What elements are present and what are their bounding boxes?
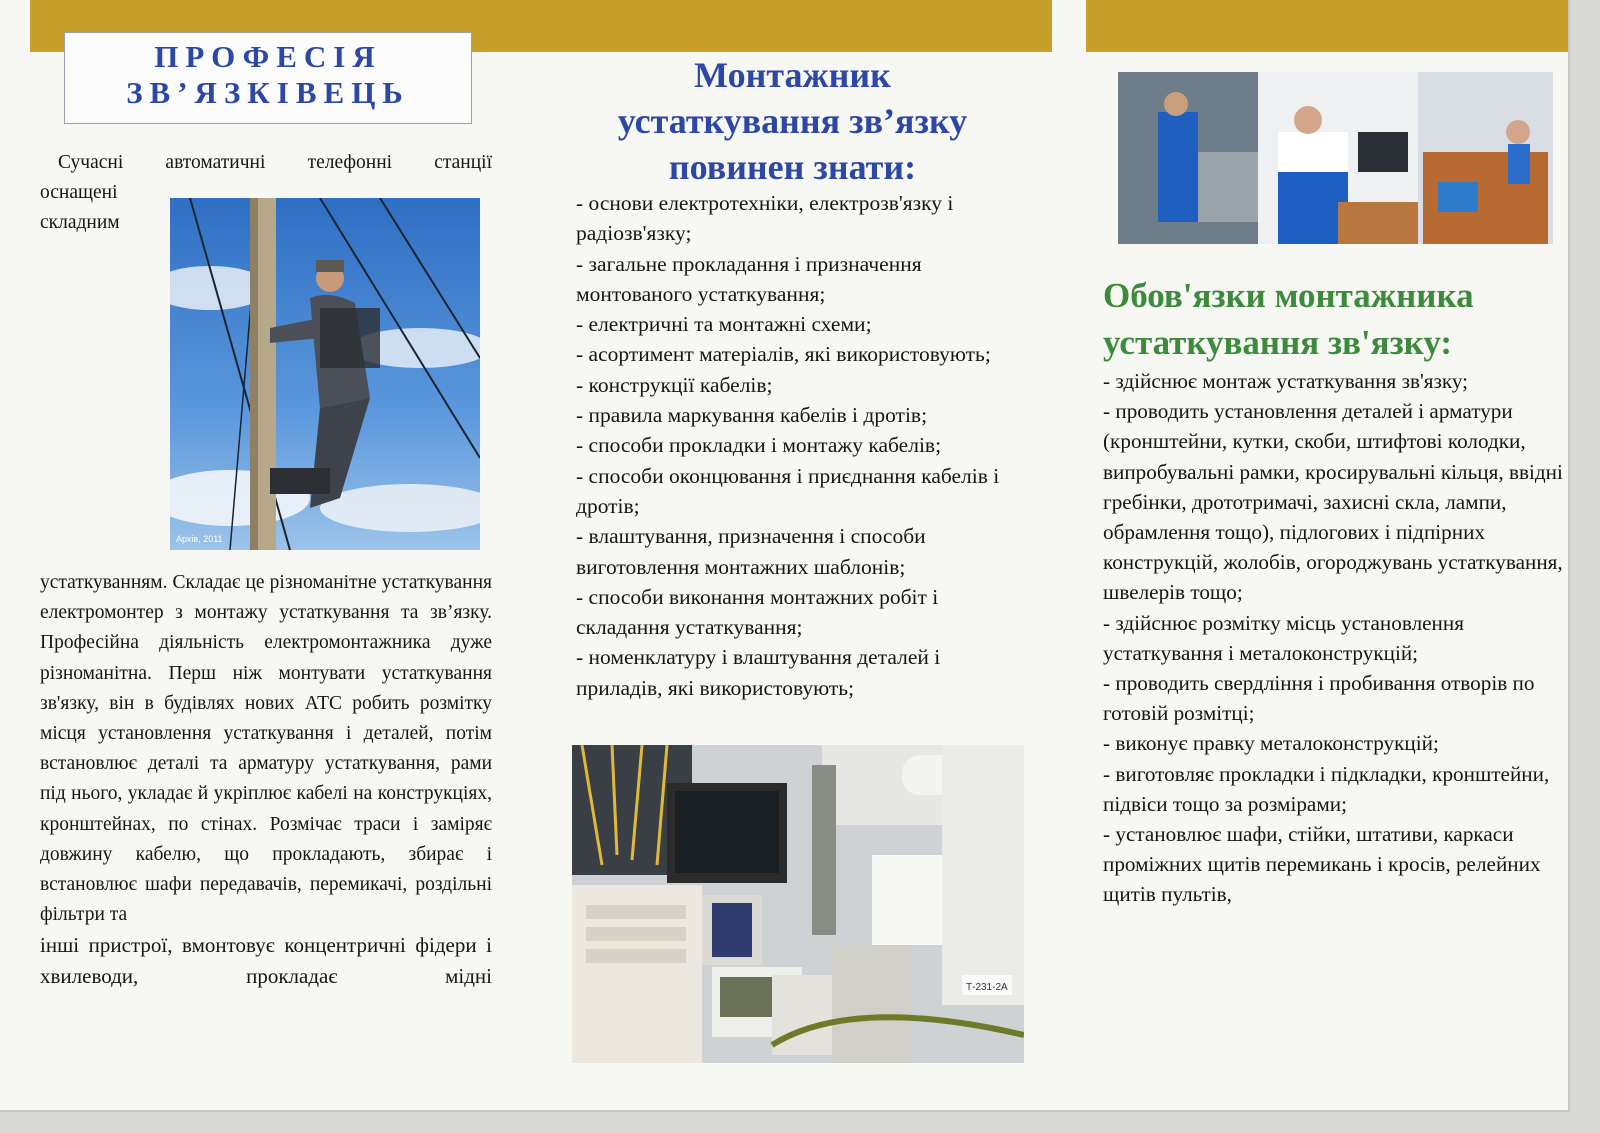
equipment-room-photo <box>572 745 1024 1063</box>
must-know-list <box>576 188 1032 703</box>
list-item: - основи електротехніки, електрозв'язку і радіозв'язку; <box>576 191 954 246</box>
duties-list <box>1103 366 1563 910</box>
list-item: - правила маркування кабелів і дротів; <box>576 403 928 428</box>
profession-title-box <box>64 32 472 124</box>
list-item: - здійснює розмітку місць установлення устаткування і металоконструкцій; <box>1103 610 1464 665</box>
list-item: - способи оконцювання і приєднання кабелів і дротів; <box>576 463 1000 518</box>
list-item: - проводить свердління і пробивання отворів по готовій розмітці; <box>1103 671 1535 726</box>
duties-title-line1: Обов'язки монтажника <box>1103 276 1474 315</box>
duties-title-line2: устаткування зв'язку: <box>1103 323 1453 362</box>
list-item: - проводить установлення деталей і арматури (кронштейни, кутки, скоби, штифтові колодки, випробувальні рамки, кросирувальні кільця, ввідні гребінки, дрототримачі, захисні скла, лампи, обрамлення тощо), підлогових і підпірних конструкцій, жолобів, огороджувань устаткування, швелерів тощо; <box>1103 399 1563 605</box>
svg-text:Архів, 2011: Архів, 2011 <box>176 534 223 544</box>
list-item: - способи прокладки і монтажу кабелів; <box>576 433 942 458</box>
svg-text:Т-231-2А: Т-231-2А <box>966 982 1008 993</box>
list-item: - влаштування, призначення і способи виготовлення монтажних шаблонів; <box>576 524 926 579</box>
intro-line1: Сучасні автоматичні телефонні станції <box>58 152 492 173</box>
office-collage-photo <box>1118 72 1553 244</box>
duties-title <box>1103 272 1563 366</box>
list-item: - виконує правку металоконструкцій; <box>1103 731 1439 756</box>
left-body-tail: інші пристрої, вмонтовує концентричні фідери і хвилеводи, прокладає мідні <box>40 933 492 988</box>
list-item: - електричні та монтажні схеми; <box>576 312 872 337</box>
must-know-title-line1: Монтажник <box>694 55 891 95</box>
profession-title-line1: ПРОФЕСІЯ <box>154 39 382 74</box>
list-item: - установлює шафи, стійки, штативи, каркаси проміжних щитів перемикань і кросів, релейних щитів пультів, <box>1103 822 1541 907</box>
list-item: - виготовляє прокладки і підкладки, кронштейни, підвіси тощо за розмірами; <box>1103 761 1550 816</box>
profession-title-line2: ЗВ’ЯЗКІВЕЦЬ <box>126 75 410 110</box>
left-body-text <box>40 568 492 991</box>
lineman-photo <box>170 198 480 550</box>
must-know-title-line3: повинен знати: <box>668 147 917 187</box>
list-item: - загальне прокладання і призначення монтованого устаткування; <box>576 251 922 306</box>
intro-line3: складним <box>40 212 120 234</box>
must-know-title <box>560 52 1025 190</box>
top-color-band-right <box>1086 0 1568 52</box>
list-item: - конструкції кабелів; <box>576 372 773 397</box>
list-item: - номенклатуру і влаштування деталей і приладів, які використовують; <box>576 645 941 700</box>
must-know-title-line2: устаткування зв’язку <box>617 101 968 141</box>
list-item: - здійснює монтаж устаткування зв'язку; <box>1103 369 1469 393</box>
intro-line2: оснащені <box>40 182 118 204</box>
list-item: - асортимент матеріалів, які використовують; <box>576 342 991 367</box>
left-body-paragraph: устаткуванням. Складає це різноманітне устаткування електромонтер з монтажу устаткування та зв’язку. Професійна діяльність електромонтажника дуже різноманітна. Перш ніж монтувати устаткування зв'язку, він в будівлях нових АТС робить розмітку місця установлення устаткування і деталей, потім встановлює деталі та арматуру устаткування, рами під нього, укладає й укріплює кабелі на конструкціях, кронштейнах, по стінах. Розмічає траси і заміряє довжину кабелю, що прокладають, збирає і встановлює шафи передавачів, перемикачі, роздільні фільтри та <box>40 572 492 926</box>
list-item: - способи виконання монтажних робіт і складання устаткування; <box>576 584 939 640</box>
